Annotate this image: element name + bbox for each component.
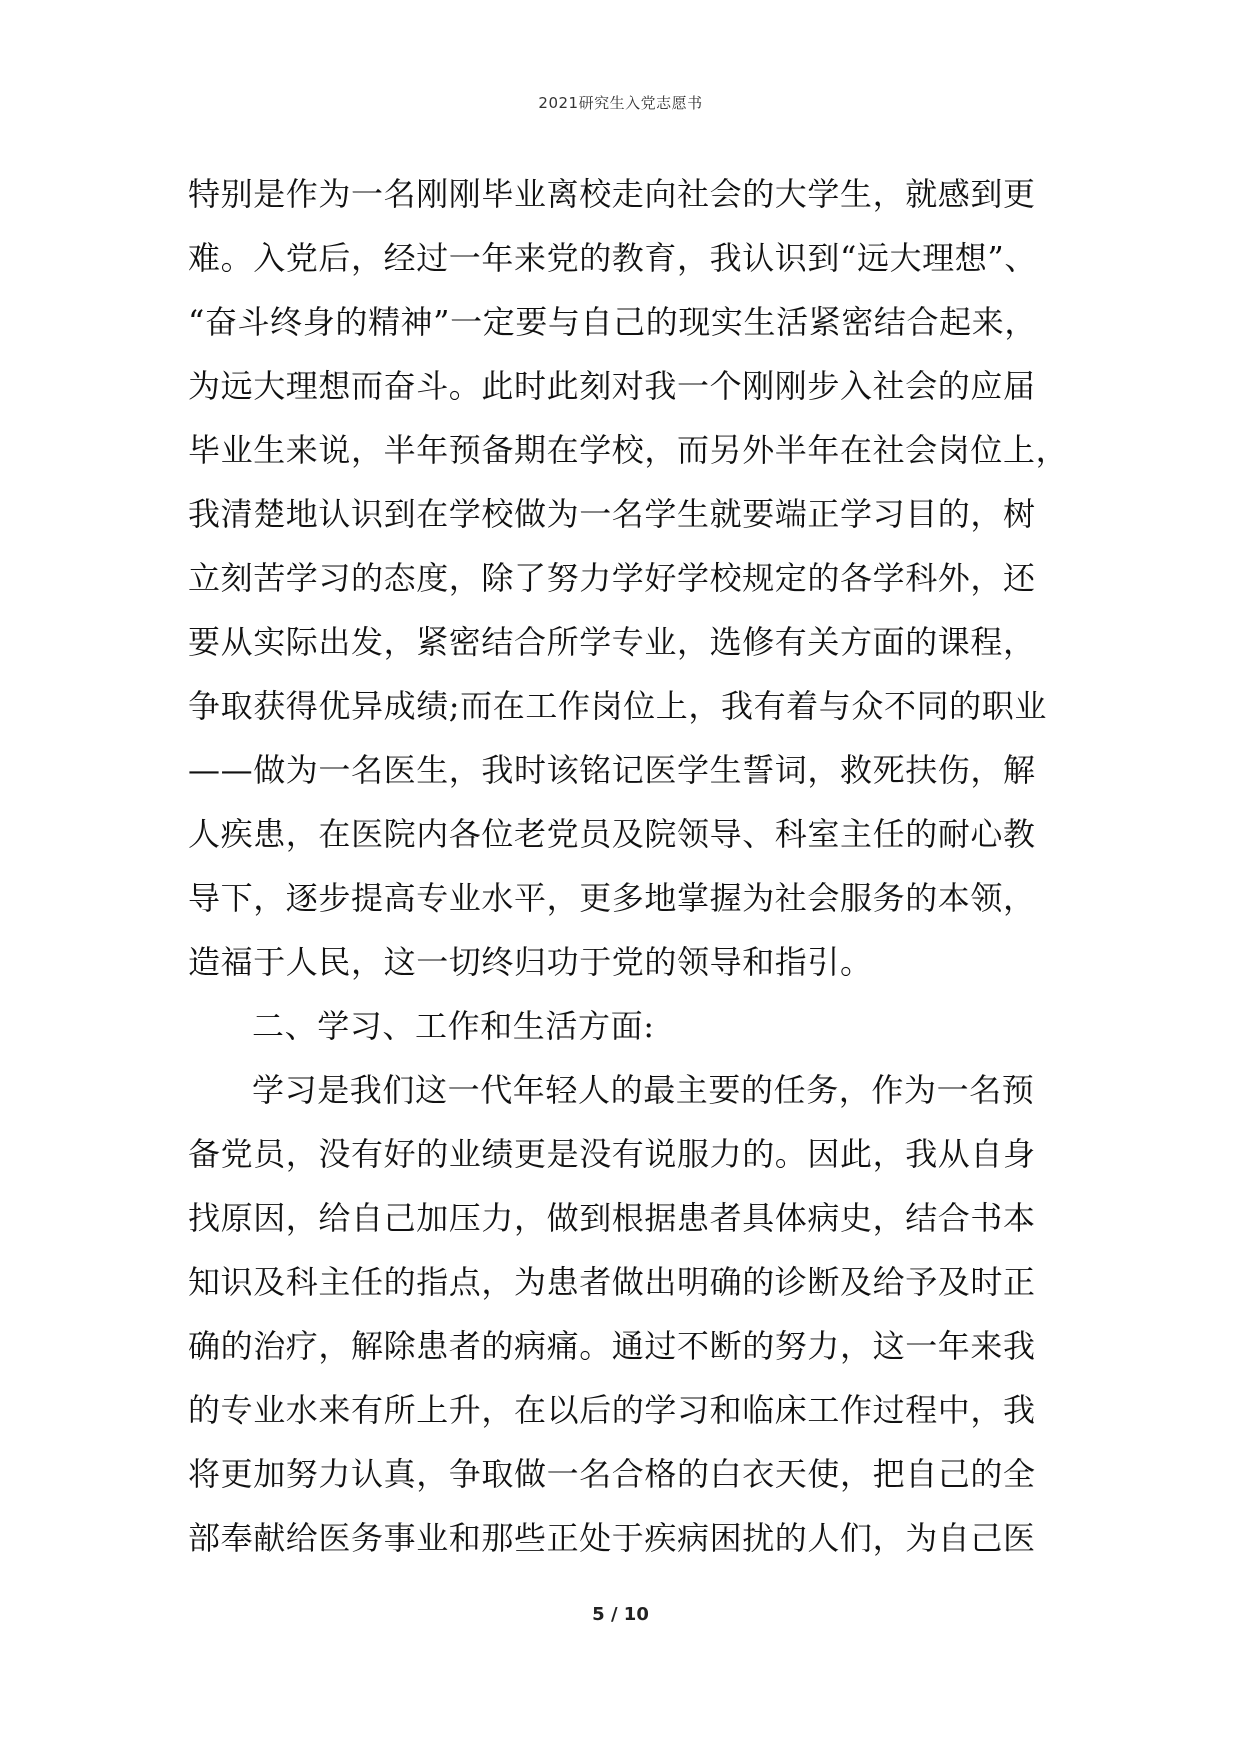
text-line: 要从实际出发，紧密结合所学专业，选修有关方面的课程， xyxy=(188,623,1036,661)
page-number: 5 / 10 xyxy=(592,1604,649,1625)
text-line: 难。入党后，经过一年来党的教育，我认识到“远大理想”、 xyxy=(188,239,1037,277)
text-line: 知识及科主任的指点，为患者做出明确的诊断及给予及时正 xyxy=(188,1263,1036,1301)
text-line: “奋斗终身的精神”一定要与自己的现实生活紧密结合起来， xyxy=(188,303,1037,341)
text-line: 造福于人民，这一切终归功于党的领导和指引。 xyxy=(188,943,873,981)
text-line: 立刻苦学习的态度，除了努力学好学校规定的各学科外，还 xyxy=(188,559,1036,597)
text-line: 确的治疗，解除患者的病痛。通过不断的努力，这一年来我 xyxy=(188,1327,1036,1365)
text-line: 部奉献给医务事业和那些正处于疾病困扰的人们，为自己医 xyxy=(188,1519,1036,1557)
text-line: 争取获得优异成绩;而在工作岗位上，我有着与众不同的职业 xyxy=(188,687,1047,725)
body-text xyxy=(188,162,1088,1570)
text-line: 将更加努力认真，争取做一名合格的白衣天使，把自己的全 xyxy=(188,1455,1036,1493)
text-line: 我清楚地认识到在学校做为一名学生就要端正学习目的，树 xyxy=(188,495,1036,533)
text-line: 毕业生来说，半年预备期在学校，而另外半年在社会岗位上， xyxy=(188,431,1069,469)
text-line: 特别是作为一名刚刚毕业离校走向社会的大学生，就感到更 xyxy=(188,175,1036,213)
text-line: 为远大理想而奋斗。此时此刻对我一个刚刚步入社会的应届 xyxy=(188,367,1036,405)
text-line: 导下，逐步提高专业水平，更多地掌握为社会服务的本领， xyxy=(188,879,1036,917)
text-line: 人疾患，在医院内各位老党员及院领导、科室主任的耐心教 xyxy=(188,815,1036,853)
text-line: 的专业水来有所上升，在以后的学习和临床工作过程中，我 xyxy=(188,1391,1036,1429)
page-header-title: 2021研究生入党志愿书 xyxy=(538,94,703,112)
text-line: 备党员，没有好的业绩更是没有说服力的。因此，我从自身 xyxy=(188,1135,1036,1173)
paragraph-first-line: 学习是我们这一代年轻人的最主要的任务，作为一名预 xyxy=(252,1071,1035,1109)
text-line: ——做为一名医生，我时该铭记医学生誓词，救死扶伤，解 xyxy=(188,751,1036,789)
text-line: 找原因，给自己加压力，做到根据患者具体病史，结合书本 xyxy=(188,1199,1036,1237)
section-heading: 二、学习、工作和生活方面: xyxy=(252,1007,655,1045)
